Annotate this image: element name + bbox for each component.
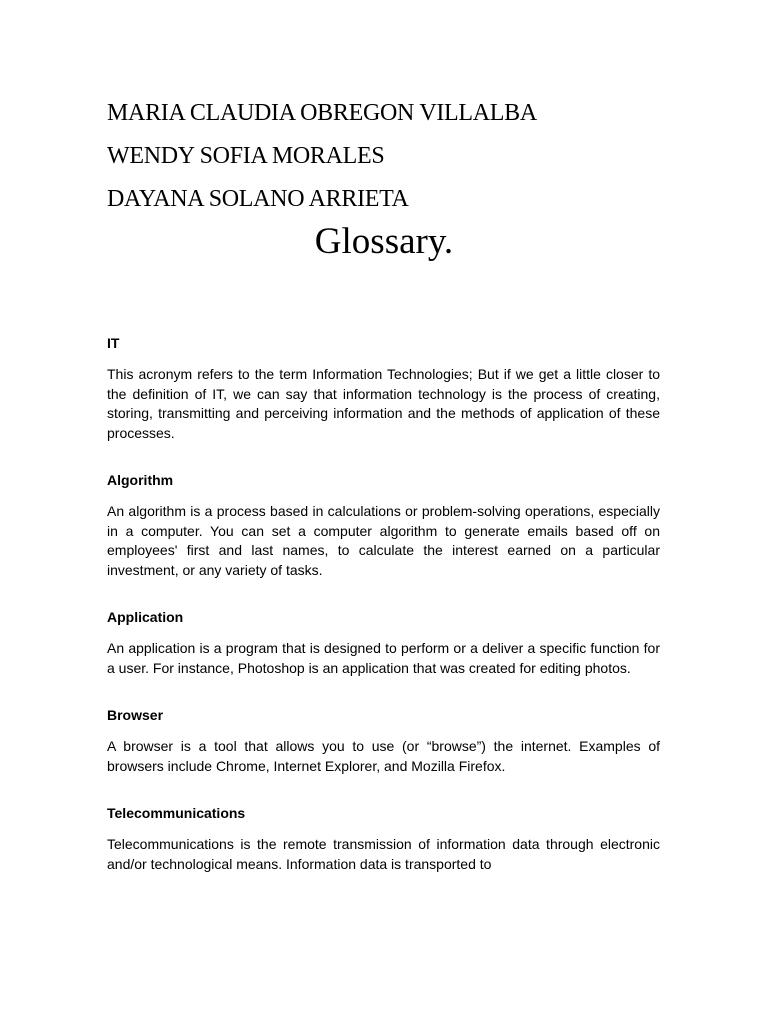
glossary-term: Telecommunications [107,805,246,821]
glossary-entry [107,804,660,874]
glossary-definition: A browser is a tool that allows you to use (or “browse”) the internet. Examples of browsers include Chrome, Internet Explorer, and Mozilla Firefox. [107,738,660,774]
glossary-entry [107,471,660,580]
glossary-term: IT [107,335,120,351]
glossary-entry [107,608,660,678]
author-name: WENDY SOFIA MORALES [107,143,385,169]
author-name: DAYANA SOLANO ARRIETA [107,186,409,212]
author-name: MARIA CLAUDIA OBREGON VILLALBA [107,100,537,126]
glossary-definition: An algorithm is a process based in calculations or problem-solving operations, especially in a computer. You can set a computer algorithm to generate emails based off on employees' first and last names, to calculate the interest earned on a particular investment, or any variety of tasks. [107,503,660,578]
glossary-entries [107,334,660,874]
glossary-definition: This acronym refers to the term Information Technologies; But if we get a little closer to the definition of IT, we can say that information technology is the process of creating, storing, transmitting and perceiving information and the methods of application of these processes. [107,366,660,441]
document-title: Glossary. [314,221,454,262]
author-list [107,92,667,221]
glossary-term: Algorithm [107,472,174,488]
glossary-definition: An application is a program that is designed to perform or a deliver a specific function for a user. For instance, Photoshop is an application that was created for editing photos. [107,640,660,676]
glossary-term: Browser [107,707,164,723]
glossary-entry [107,706,660,776]
glossary-term: Application [107,609,184,625]
glossary-definition: Telecommunications is the remote transmission of information data through electronic and/or technological means. Information data is transported to [107,836,660,872]
glossary-entry [107,334,660,443]
